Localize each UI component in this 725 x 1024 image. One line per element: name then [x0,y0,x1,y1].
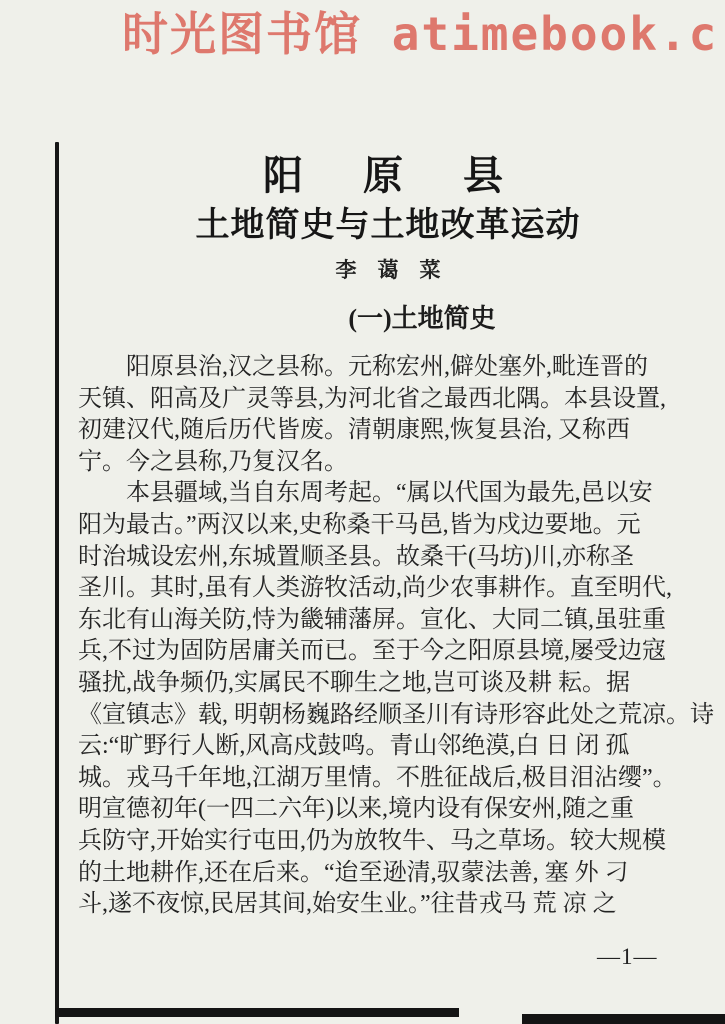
body-line: 《宣镇志》载, 明朝杨巍路经顺圣川有诗形容此处之荒凉。诗 [78,701,714,728]
scan-edge-left [55,142,59,1024]
body-line: 城。戎马千年地,江湖万里情。不胜征战后,极目泪沾缨”。 [78,764,677,791]
body-line: 骚扰,战争频仍,实属民不聊生之地,岂可谈及耕 耘。据 [78,669,630,696]
article-title: 阳 原 县 [263,153,513,198]
body-line: 本县疆域,当自东周考起。“属以代国为最先,邑以安 [126,480,653,507]
body-line: 天镇、阳高及广灵等县,为河北省之最西北隅。本县设置, [78,385,666,412]
body-line: 的土地耕作,还在后来。“迨至逊清,驭蒙法善, 塞 外 刁 [78,859,629,886]
scan-edge-bottom-left [55,1008,459,1017]
body-line: 阳原县治,汉之县称。元称宏州,僻处塞外,毗连晋的 [126,354,648,380]
body-line: 时治城设宏州,东城置顺圣县。故桑干(马坊)川,亦称圣 [78,543,634,570]
body-line: 阳为最古。”两汉以来,史称桑干马邑,皆为戍边要地。元 [78,511,641,538]
library-watermark: 时光图书馆 atimebook.c [122,7,719,61]
body-line: 宁。今之县称,乃复汉名。 [78,448,348,475]
page-number: —1— [597,944,658,969]
scan-edge-bottom-right [522,1014,725,1024]
article-author: 李 蔼 菜 [335,258,441,282]
body-line: 兵防守,开始实行屯田,仍为放牧牛、马之草场。较大规模 [78,827,666,854]
body-line: 圣川。其时,虽有人类游牧活动,尚少农事耕作。直至明代, [78,575,672,602]
body-line: 云:“旷野行人断,风高戍鼓鸣。青山邻绝漠,白 日 闭 孤 [78,733,630,760]
body-line: 斗,遂不夜惊,民居其间,始安生业。”往昔戎马 荒 凉 之 [78,891,617,918]
section-heading: (一)土地简史 [348,304,496,333]
body-line: 兵,不过为固防居庸关而已。至于今之阳原县境,屡受边寇 [78,638,666,665]
article-body [78,352,714,921]
body-line: 东北有山海关防,恃为畿辅藩屏。宣化、大同二镇,虽驻重 [78,606,666,633]
body-line: 明宣德初年(一四二六年)以来,境内设有保安州,随之重 [78,796,634,823]
article-subtitle: 土地简史与土地改革运动 [195,207,581,244]
body-line: 初建汉代,随后历代皆废。清朝康熙,恢复县治, 又称西 [78,417,630,444]
